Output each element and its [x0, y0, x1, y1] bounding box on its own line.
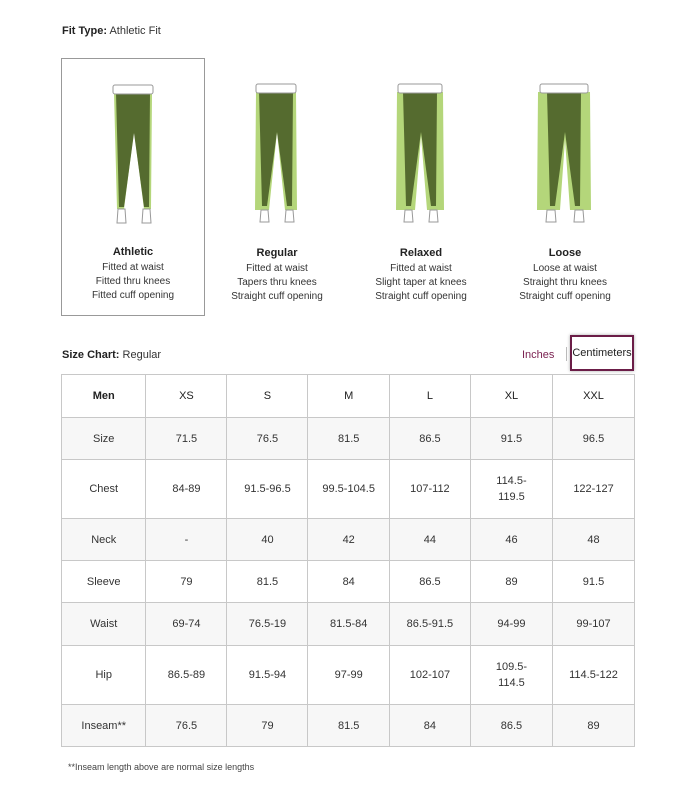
- fit-desc-line: Straight cuff opening: [519, 291, 611, 302]
- table-cell: 40: [227, 519, 308, 561]
- table-cell: 86.5: [470, 705, 552, 747]
- fit-name: Relaxed: [399, 247, 443, 259]
- fit-desc-line: Fitted thru knees: [95, 276, 171, 287]
- fit-option-relaxed[interactable]: [349, 58, 493, 316]
- fit-desc-line: Fitted at waist: [246, 263, 308, 274]
- table-row: [62, 460, 635, 519]
- table-cell: 91.5-96.5: [227, 460, 308, 519]
- row-label: Hip: [62, 646, 146, 705]
- athletic-pants-icon: [94, 81, 174, 231]
- loose-pants-icon: [525, 80, 605, 230]
- fit-desc-line: Loose at waist: [533, 263, 597, 274]
- table-cell: 48: [553, 519, 635, 561]
- row-label: Neck: [62, 519, 146, 561]
- fit-type-label: [62, 25, 161, 37]
- row-label: Waist: [62, 603, 146, 646]
- table-cell: 69-74: [146, 603, 227, 646]
- table-cell: 81.5: [227, 561, 308, 603]
- table-cell: 91.5: [553, 561, 635, 603]
- centimeters-option[interactable]: Centimeters: [570, 335, 634, 371]
- regular-pants-icon: [237, 80, 317, 230]
- table-cell: 122-127: [553, 460, 635, 519]
- row-label: Inseam**: [62, 705, 146, 747]
- table-cell: 84: [389, 705, 470, 747]
- table-header-cell: L: [389, 375, 470, 418]
- fit-name: Loose: [548, 247, 582, 259]
- table-cell: 44: [389, 519, 470, 561]
- fit-option-regular[interactable]: [205, 58, 349, 316]
- table-cell: 86.5: [389, 418, 470, 460]
- row-label: Sleeve: [62, 561, 146, 603]
- size-table: [61, 374, 635, 747]
- table-row: [62, 603, 635, 646]
- fit-desc-line: Tapers thru knees: [237, 277, 317, 288]
- table-cell: 89: [553, 705, 635, 747]
- table-header-cell: XS: [146, 375, 227, 418]
- table-cell: -: [146, 519, 227, 561]
- table-header-cell: Men: [62, 375, 146, 418]
- size-chart-value: Regular: [122, 349, 162, 361]
- table-header-cell: XXL: [553, 375, 635, 418]
- fit-option-athletic[interactable]: [61, 58, 205, 316]
- table-cell: 86.5-91.5: [389, 603, 470, 646]
- fit-desc-line: Fitted cuff opening: [91, 290, 175, 301]
- size-chart-heading: Size Chart:: [62, 349, 120, 361]
- fit-type-heading: Fit Type:: [62, 25, 108, 37]
- table-cell: 109.5- 114.5: [470, 646, 552, 705]
- table-cell: 81.5: [308, 705, 389, 747]
- table-header-row: [62, 375, 635, 418]
- table-cell: 86.5-89: [146, 646, 227, 705]
- table-cell: 46: [470, 519, 552, 561]
- fit-desc-line: Slight taper at knees: [375, 277, 467, 288]
- fit-name: Athletic: [112, 246, 154, 258]
- fit-type-value: Athletic Fit: [109, 25, 161, 37]
- table-cell: 71.5: [146, 418, 227, 460]
- table-cell: 76.5: [227, 418, 308, 460]
- fit-desc-line: Straight cuff opening: [231, 291, 323, 302]
- unit-toggle: [500, 340, 640, 376]
- table-row: [62, 418, 635, 460]
- table-cell: 79: [146, 561, 227, 603]
- table-cell: 81.5-84: [308, 603, 389, 646]
- fit-options: [61, 58, 636, 318]
- fit-desc-line: Straight thru knees: [523, 277, 607, 288]
- table-cell: 99.5-104.5: [308, 460, 389, 519]
- table-cell: 89: [470, 561, 552, 603]
- size-chart-label: [62, 349, 161, 361]
- table-cell: 99-107: [553, 603, 635, 646]
- table-cell: 84: [308, 561, 389, 603]
- table-cell: 96.5: [553, 418, 635, 460]
- fit-desc-line: Straight cuff opening: [375, 291, 467, 302]
- table-cell: 86.5: [389, 561, 470, 603]
- table-cell: 84-89: [146, 460, 227, 519]
- table-cell: 76.5-19: [227, 603, 308, 646]
- table-cell: 94-99: [470, 603, 552, 646]
- relaxed-pants-icon: [381, 80, 461, 230]
- footnote: **Inseam length above are normal size lengths: [68, 762, 255, 772]
- table-cell: 107-112: [389, 460, 470, 519]
- table-cell: 114.5-122: [553, 646, 635, 705]
- table-cell: 81.5: [308, 418, 389, 460]
- table-cell: 102-107: [389, 646, 470, 705]
- table-cell: 91.5-94: [227, 646, 308, 705]
- table-row: [62, 519, 635, 561]
- fit-desc-line: Fitted at waist: [390, 263, 452, 274]
- table-header-cell: S: [227, 375, 308, 418]
- table-header-cell: XL: [470, 375, 552, 418]
- table-cell: 97-99: [308, 646, 389, 705]
- table-cell: 76.5: [146, 705, 227, 747]
- row-label: Chest: [62, 460, 146, 519]
- inches-option[interactable]: Inches: [522, 349, 555, 361]
- fit-desc-line: Fitted at waist: [102, 262, 164, 273]
- fit-name: Regular: [256, 247, 298, 259]
- table-row: [62, 705, 635, 747]
- table-cell: 114.5- 119.5: [470, 460, 552, 519]
- table-cell: 42: [308, 519, 389, 561]
- table-row: [62, 561, 635, 603]
- table-row: [62, 646, 635, 705]
- unit-divider: [566, 347, 567, 361]
- table-header-cell: M: [308, 375, 389, 418]
- table-cell: 79: [227, 705, 308, 747]
- row-label: Size: [62, 418, 146, 460]
- fit-option-loose[interactable]: [493, 58, 637, 316]
- table-cell: 91.5: [470, 418, 552, 460]
